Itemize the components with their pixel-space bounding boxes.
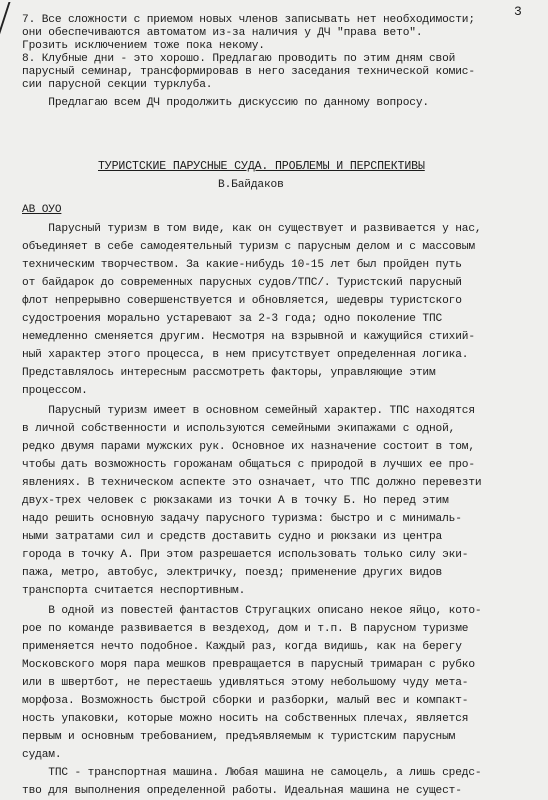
body-line: тво для выполнения определенной работы. Идеальная машина не сущест- [22, 785, 462, 797]
body-line: ными затратами сил и средств доставить судно и рюкзаки из центра [22, 531, 443, 543]
text-line: 8. Клубные дни - это хорошо. Предлагаю проводить по этим дням свой [22, 53, 456, 65]
body-line: от байдарок до современных парусных судов/ТПС/. Туристский парусный [22, 277, 462, 289]
body-line: судостроения морально устаревают за 2-3 года; одно поколение ТПС [22, 313, 443, 325]
body-line: явлениях. В техническом аспекте это означает, что ТПС должно перевезти [22, 477, 482, 489]
body-line: Парусный туризм в том виде, как он существует и развивается у нас, [22, 223, 482, 235]
article-title: ТУРИСТСКИЕ ПАРУСНЫЕ СУДА. ПРОБЛЕМЫ И ПЕРСПЕКТИВЫ [98, 160, 425, 173]
text-line: 7. Все сложности с приемом новых членов записывать нет необходимости; [22, 14, 475, 26]
text-line: парусный семинар, трансформировав в него заседания технической комис- [22, 66, 475, 78]
body-line: В одной из повестей фантастов Стругацких описано некое яйцо, кото- [22, 605, 482, 617]
body-line: Парусный туризм имеет в основном семейный характер. ТПС находятся [22, 405, 475, 417]
body-line: Представлялось интересным рассмотреть факторы, управляющие этим [22, 367, 436, 379]
body-line: транспорта считается неспортивным. [22, 585, 246, 597]
author-name: В.Байдаков [218, 179, 284, 191]
body-line: надо решить основную задачу парусного туризма: быстро и с минималь- [22, 513, 462, 525]
margin-mark [0, 2, 24, 42]
body-line: морфоза. Возможность быстрой сборки и разборки, малый вес и компакт- [22, 695, 469, 707]
text-line: сии парусной секции турклуба. [22, 79, 213, 91]
body-line: двух-трех человек с рюкзаками из точки А в точку Б. Но перед этим [22, 495, 449, 507]
body-line: первым и основным требованием, предъявляемым к туристским парусным [22, 731, 456, 743]
body-line: процессом. [22, 385, 88, 397]
text-line: Грозить исключением тоже пока некому. [22, 40, 265, 52]
body-line: применяется нечто подобное. Каждый раз, когда видишь, как на берегу [22, 641, 462, 653]
body-line: техническим творчеством. За какие-нибудь 10-15 лет был пройден путь [22, 259, 462, 271]
body-line: судам. [22, 749, 62, 761]
body-line: в личной собственности и используются семейными экипажами с одной, [22, 423, 456, 435]
text-line: Предлагаю всем ДЧ продолжить дискуссию по данному вопросу. [22, 97, 429, 109]
body-line: чтобы дать возможность горожанам общаться с природой в лучших ее про- [22, 459, 475, 471]
body-line: немедленно сменяется другим. Несмотря на взрывной и кажущийся стихий- [22, 331, 475, 343]
body-line: города в точку А. При этом разрешается использовать только силу эки- [22, 549, 469, 561]
body-line: Московского моря пара мешков превращается в парусный тримаран с рубко [22, 659, 475, 671]
body-line: или в швертбот, не перестаешь удивляться этому небольшому чуду мета- [22, 677, 469, 689]
body-line: ТПС - транспортная машина. Любая машина не самоцель, а лишь средс- [22, 767, 482, 779]
body-line: пажа, метро, автобус, электричку, поезд; применение других видов [22, 567, 443, 579]
body-line: флот непрерывно совершенствуется и обновляется, шедевры туристского [22, 295, 462, 307]
body-line: объединяет в себе самодеятельный туризм с парусным делом и с массовым [22, 241, 475, 253]
body-line: редко двумя парами мужских рук. Основное их назначение состоит в том, [22, 441, 475, 453]
page-number: 3 [514, 4, 522, 19]
section-label: АВ ОУО [22, 204, 62, 216]
body-line: рое по команде развивается в вездеход, дом и т.п. В парусном туризме [22, 623, 469, 635]
text-line: они обеспечиваются автоматом из-за наличия у ДЧ "права вето". [22, 27, 423, 39]
body-line: ность упаковки, которые можно носить на собственных плечах, является [22, 713, 469, 725]
body-line: ный характер этого процесса, в нем присутствует определенная логика. [22, 349, 469, 361]
